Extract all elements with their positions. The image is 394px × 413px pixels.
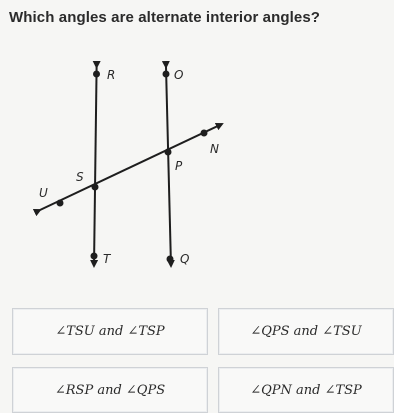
- label-r: R: [107, 68, 116, 82]
- choice-tsu-tsp[interactable]: [12, 308, 208, 355]
- point-n: [201, 130, 208, 137]
- point-o: [163, 71, 170, 78]
- choice-label: ∠QPS and ∠TSU: [250, 324, 362, 339]
- label-p: P: [175, 159, 183, 173]
- point-q: [167, 256, 174, 263]
- label-o: O: [174, 68, 184, 82]
- line-oq: [166, 67, 171, 266]
- choice-qps-tsu[interactable]: [218, 308, 394, 355]
- label-s: S: [76, 170, 84, 184]
- choice-qpn-tsp[interactable]: [218, 367, 394, 413]
- choice-rsp-qps[interactable]: [12, 367, 208, 413]
- choice-label: ∠TSU and ∠TSP: [55, 324, 165, 339]
- choice-label: ∠RSP and ∠QPS: [54, 382, 166, 398]
- label-u: U: [39, 186, 48, 200]
- label-t: T: [103, 252, 111, 266]
- choice-label: ∠QPN and ∠TSP: [250, 382, 362, 398]
- line-rt: [94, 67, 97, 266]
- point-u: [57, 200, 64, 207]
- transversal-un: [40, 124, 222, 210]
- point-s: [92, 184, 99, 191]
- point-r: [93, 71, 100, 78]
- point-t: [91, 253, 98, 260]
- answer-choices: [0, 297, 394, 413]
- point-p: [165, 149, 172, 156]
- question-text: Which angles are alternate interior angles?: [9, 9, 321, 26]
- label-n: N: [210, 142, 219, 156]
- label-q: Q: [180, 252, 190, 266]
